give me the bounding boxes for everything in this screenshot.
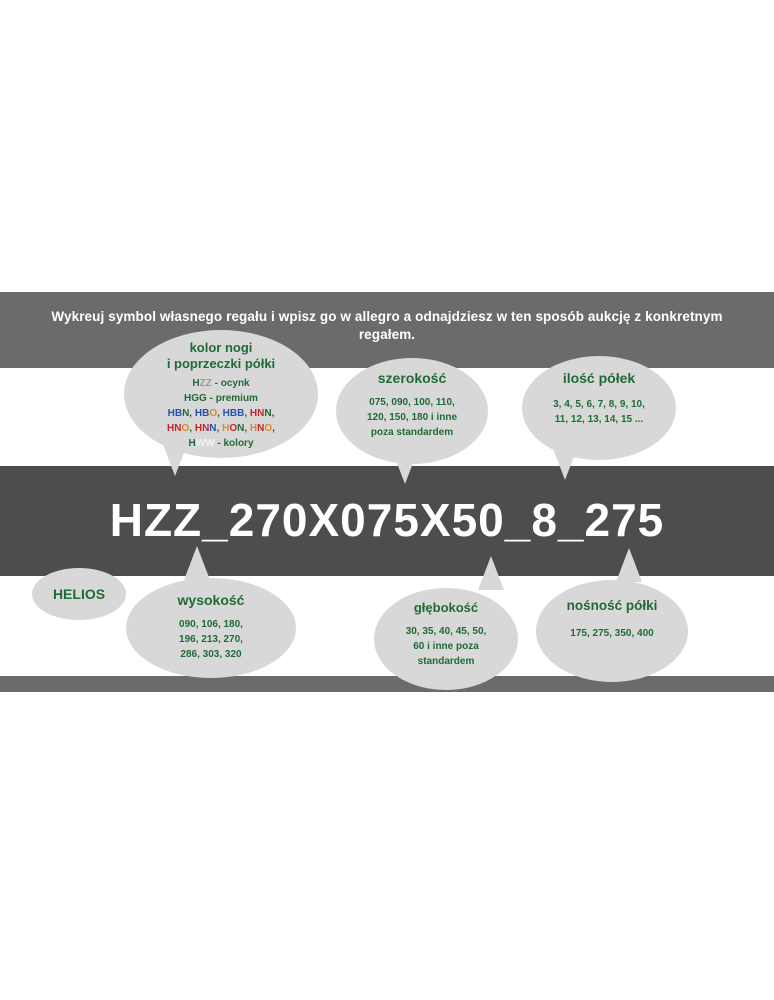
- callout-wysokosc-body: [126, 617, 296, 662]
- callout-szerokosc-title: szerokość: [377, 370, 447, 386]
- callout-kolor-title-line2: i poprzeczki półki: [166, 355, 276, 371]
- callout-szerokosc-line-2: 120, 150, 180 i inne: [366, 411, 458, 423]
- callout-kolor-tail: [162, 442, 188, 476]
- callout-nosnosc-title: nośność półki: [566, 598, 658, 613]
- callout-helios-title: HELIOS: [52, 585, 106, 602]
- product-code: HZZ_270X075X50_8_275: [109, 494, 665, 546]
- callout-wysokosc-line-3: 286, 303, 320: [180, 648, 242, 660]
- callout-glebokosc: [374, 588, 518, 690]
- callout-glebokosc-line-2: 60 i inne poza: [413, 640, 479, 652]
- callout-ilosc-line-2: 11, 12, 13, 14, 15 ...: [554, 413, 644, 425]
- callout-glebokosc-line-1: 30, 35, 40, 45, 50,: [405, 625, 487, 637]
- callout-ilosc-tail: [552, 446, 578, 480]
- callout-ilosc-body: [522, 397, 676, 427]
- callout-nosnosc-polki: [536, 580, 688, 682]
- callout-kolor-body: [124, 376, 318, 451]
- callout-helios: [32, 568, 126, 620]
- callout-kolor-line-5: HWW - kolory: [188, 438, 254, 450]
- callout-wysokosc: [126, 578, 296, 678]
- callout-glebokosc-line-3: standardem: [417, 655, 475, 667]
- callout-szerokosc-body: [336, 395, 488, 440]
- callout-szerokosc-tail: [392, 450, 418, 484]
- callout-kolor-title-line1: kolor nogi: [189, 340, 253, 355]
- callout-wysokosc-line-1: 090, 106, 180,: [179, 618, 243, 630]
- callout-glebokosc-body: [374, 624, 518, 669]
- band-gray-bottom: [0, 676, 774, 692]
- callout-ilosc-polek: [522, 356, 676, 460]
- callout-glebokosc-title: głębokość: [413, 600, 479, 615]
- callout-nosnosc-tail: [616, 548, 642, 582]
- callout-kolor-line-4: HNO, HNN, HON, HNO,: [167, 423, 275, 435]
- callout-nosnosc-body: [536, 626, 688, 641]
- callout-ilosc-line-1: 3, 4, 5, 6, 7, 8, 9, 10,: [553, 398, 645, 410]
- callout-nosnosc-line-1: 175, 275, 350, 400: [570, 628, 654, 640]
- callout-kolor-line-1: HZZ - ocynk: [192, 378, 250, 390]
- callout-kolor-nogi: [124, 330, 318, 458]
- callout-wysokosc-title: wysokość: [177, 592, 245, 608]
- callout-ilosc-title: ilość półek: [562, 370, 636, 386]
- callout-szerokosc-line-3: poza standardem: [370, 426, 454, 438]
- callout-szerokosc-line-1: 075, 090, 100, 110,: [369, 396, 455, 408]
- callout-kolor-line-2: HGG - premium: [184, 393, 258, 405]
- callout-szerokosc: [336, 358, 488, 464]
- callout-kolor-line-3: HBN, HBO, HBB, HNN,: [167, 408, 275, 420]
- callout-kolor-title: [124, 340, 318, 371]
- headline-text: Wykreuj symbol własnego regału i wpisz go w allegro a odnajdziesz w ten sposób aukcję z konkretnym regałem.: [51, 309, 723, 343]
- callout-wysokosc-tail: [184, 546, 210, 580]
- callout-wysokosc-line-2: 196, 213, 270,: [179, 633, 243, 645]
- callout-glebokosc-tail: [478, 556, 504, 590]
